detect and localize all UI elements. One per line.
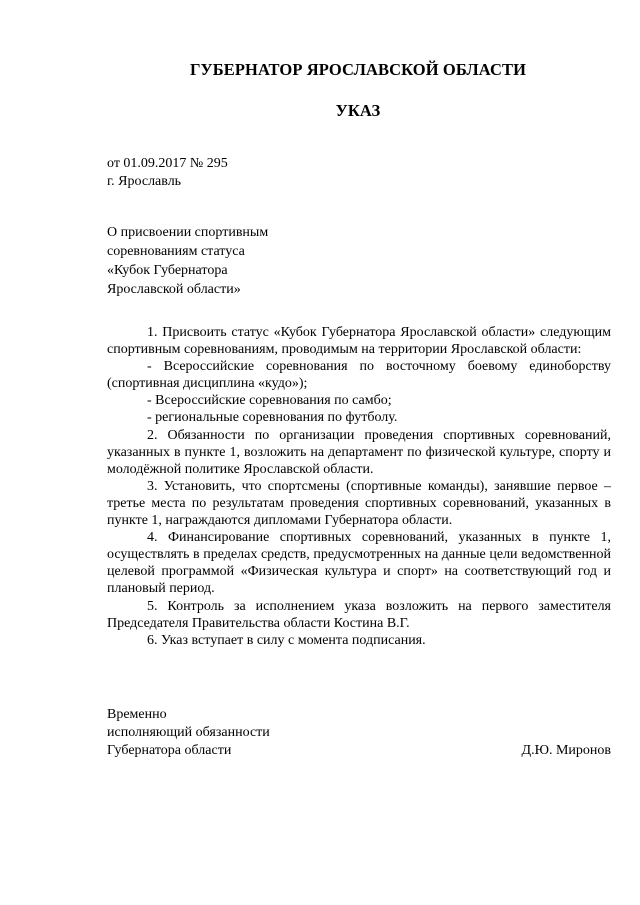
issuer-title: ГУБЕРНАТОР ЯРОСЛАВСКОЙ ОБЛАСТИ — [189, 60, 527, 79]
signature-block — [107, 706, 611, 760]
paragraph-1: 1. Присвоить статус «Кубок Губернатора Ярославской области» следующим спортивным соревнованиям, проводимым на территории Ярославской области: — [107, 325, 611, 358]
list-item: - Всероссийские соревнования по восточному боевому единоборству (спортивная дисциплина «кудо»); — [107, 359, 611, 392]
date-number: от 01.09.2017 № 295 — [107, 156, 228, 171]
paragraph-3: 3. Установить, что спортсмены (спортивные команды), занявшие первое – третье места по результатам проведения спортивных соревнований, указанных в пункте 1, награждаются дипломами Губернатора области. — [107, 478, 611, 529]
paragraph-4: 4. Финансирование спортивных соревнований, указанных в пункте 1, осуществлять в пределах средств, предусмотренных на данные цели ведомственной целевой программой «Физическая культура и спорт» на соответствующий год и плановый период. — [107, 530, 611, 597]
signature-position-line: Временно — [107, 707, 167, 722]
list-item: - Всероссийские соревнования по самбо; — [147, 393, 392, 409]
paragraph-5: 5. Контроль за исполнением указа возложить на первого заместителя Председателя Правительства области Костина В.Г. — [107, 598, 611, 631]
subject-line: соревнованиям статуса — [107, 244, 245, 259]
signatory-name: Д.Ю. Миронов — [521, 743, 611, 758]
subject-line: Ярославской области» — [107, 282, 241, 297]
city: г. Ярославль — [107, 174, 182, 189]
signature-position-line: Губернатора области — [107, 743, 232, 758]
document-body — [107, 324, 611, 649]
subject-line: О присвоении спортивным — [107, 225, 269, 240]
document-type: УКАЗ — [335, 101, 381, 120]
document-subject — [107, 223, 327, 299]
paragraph-6: 6. Указ вступает в силу с момента подписания. — [147, 632, 426, 648]
signature-position-line: исполняющий обязанности — [107, 725, 270, 740]
list-item: - региональные соревнования по футболу. — [147, 410, 398, 426]
paragraph-2: 2. Обязанности по организации проведения спортивных соревнований, указанных в пункте 1, возложить на департамент по физической культуре, спорту и молодёжной политике Ярославской области. — [107, 427, 611, 477]
subject-line: «Кубок Губернатора — [107, 263, 228, 278]
